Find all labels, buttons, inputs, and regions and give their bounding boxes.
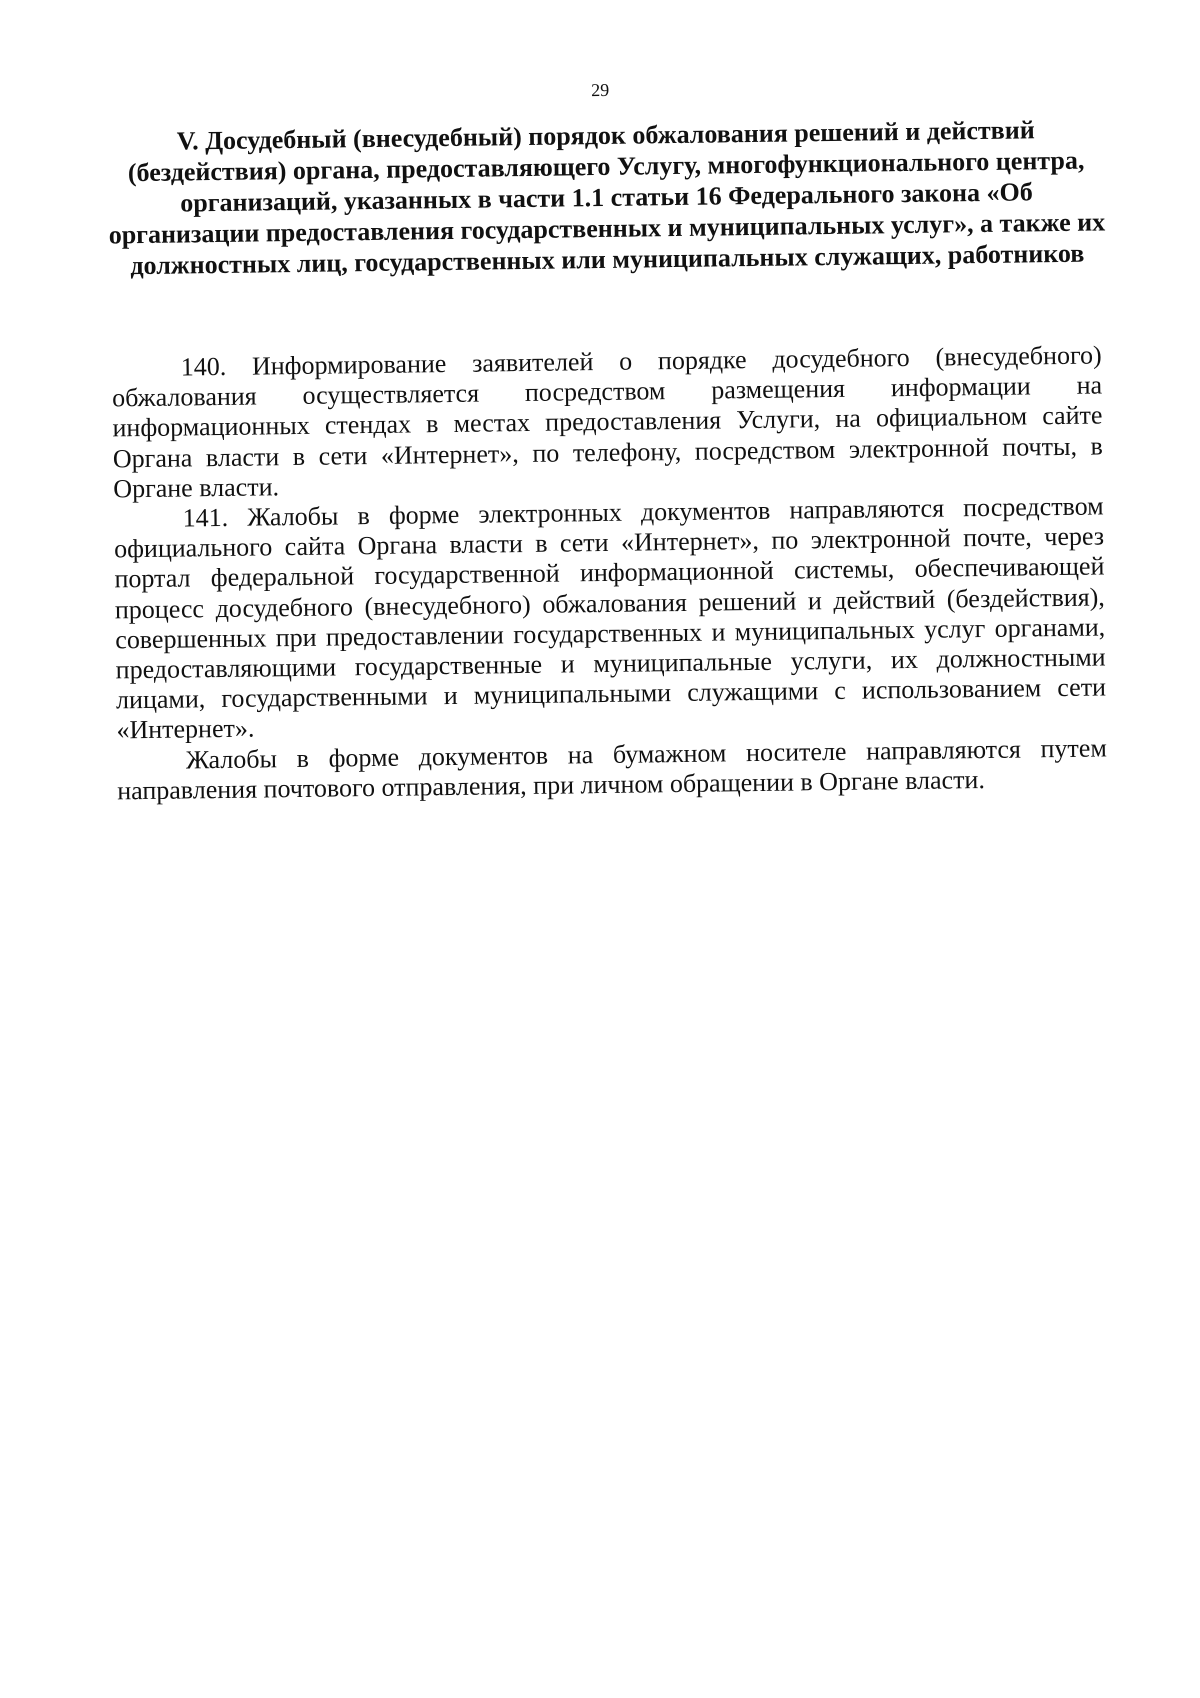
paragraph-141: 141. Жалобы в форме электронных документов направляются посредством официального сайта Органа власти в сети «Интернет», по электронной почте, через портал федеральной государственной информационной системы, обеспечивающей процесс досудебного (внесудебного) обжалования решений и действий (бездействия), совершенных при предоставлении государственных и муниципальных услуг органами, предоставляющими государственные и муниципальные услуги, их должностными лицами, государственными и муниципальными служащими с использованием сети «Интернет». [113,491,1107,745]
page-content [0,0,1199,806]
body-text [112,340,1108,806]
page-number: 29 [591,79,610,101]
paragraph-140: 140. Информирование заявителей о порядке досудебного (внесудебного) обжалования осуществляется посредством размещения информации на информационных стендах в местах предоставления Услуги, на официальном сайте Органа власти в сети «Интернет», по телефону, посредством электронной почты, в Органе власти. [111,340,1104,504]
paragraph-paper-complaints: Жалобы в форме документов на бумажном носителе направляются путем направления почтового отправления, при личном обращении в Органе власти. [117,733,1107,806]
section-heading: V. Досудебный (внесудебный) порядок обжалования решений и действий (бездействия) органа, предоставляющего Услугу, многофункционального центра, организаций, указанных в части 1.1 статьи 16 Федерального закона «Об организации предоставления государственных и муниципальных услуг», а также их должностных лиц, государственных или муниципальных служащих, работников [108,115,1106,281]
